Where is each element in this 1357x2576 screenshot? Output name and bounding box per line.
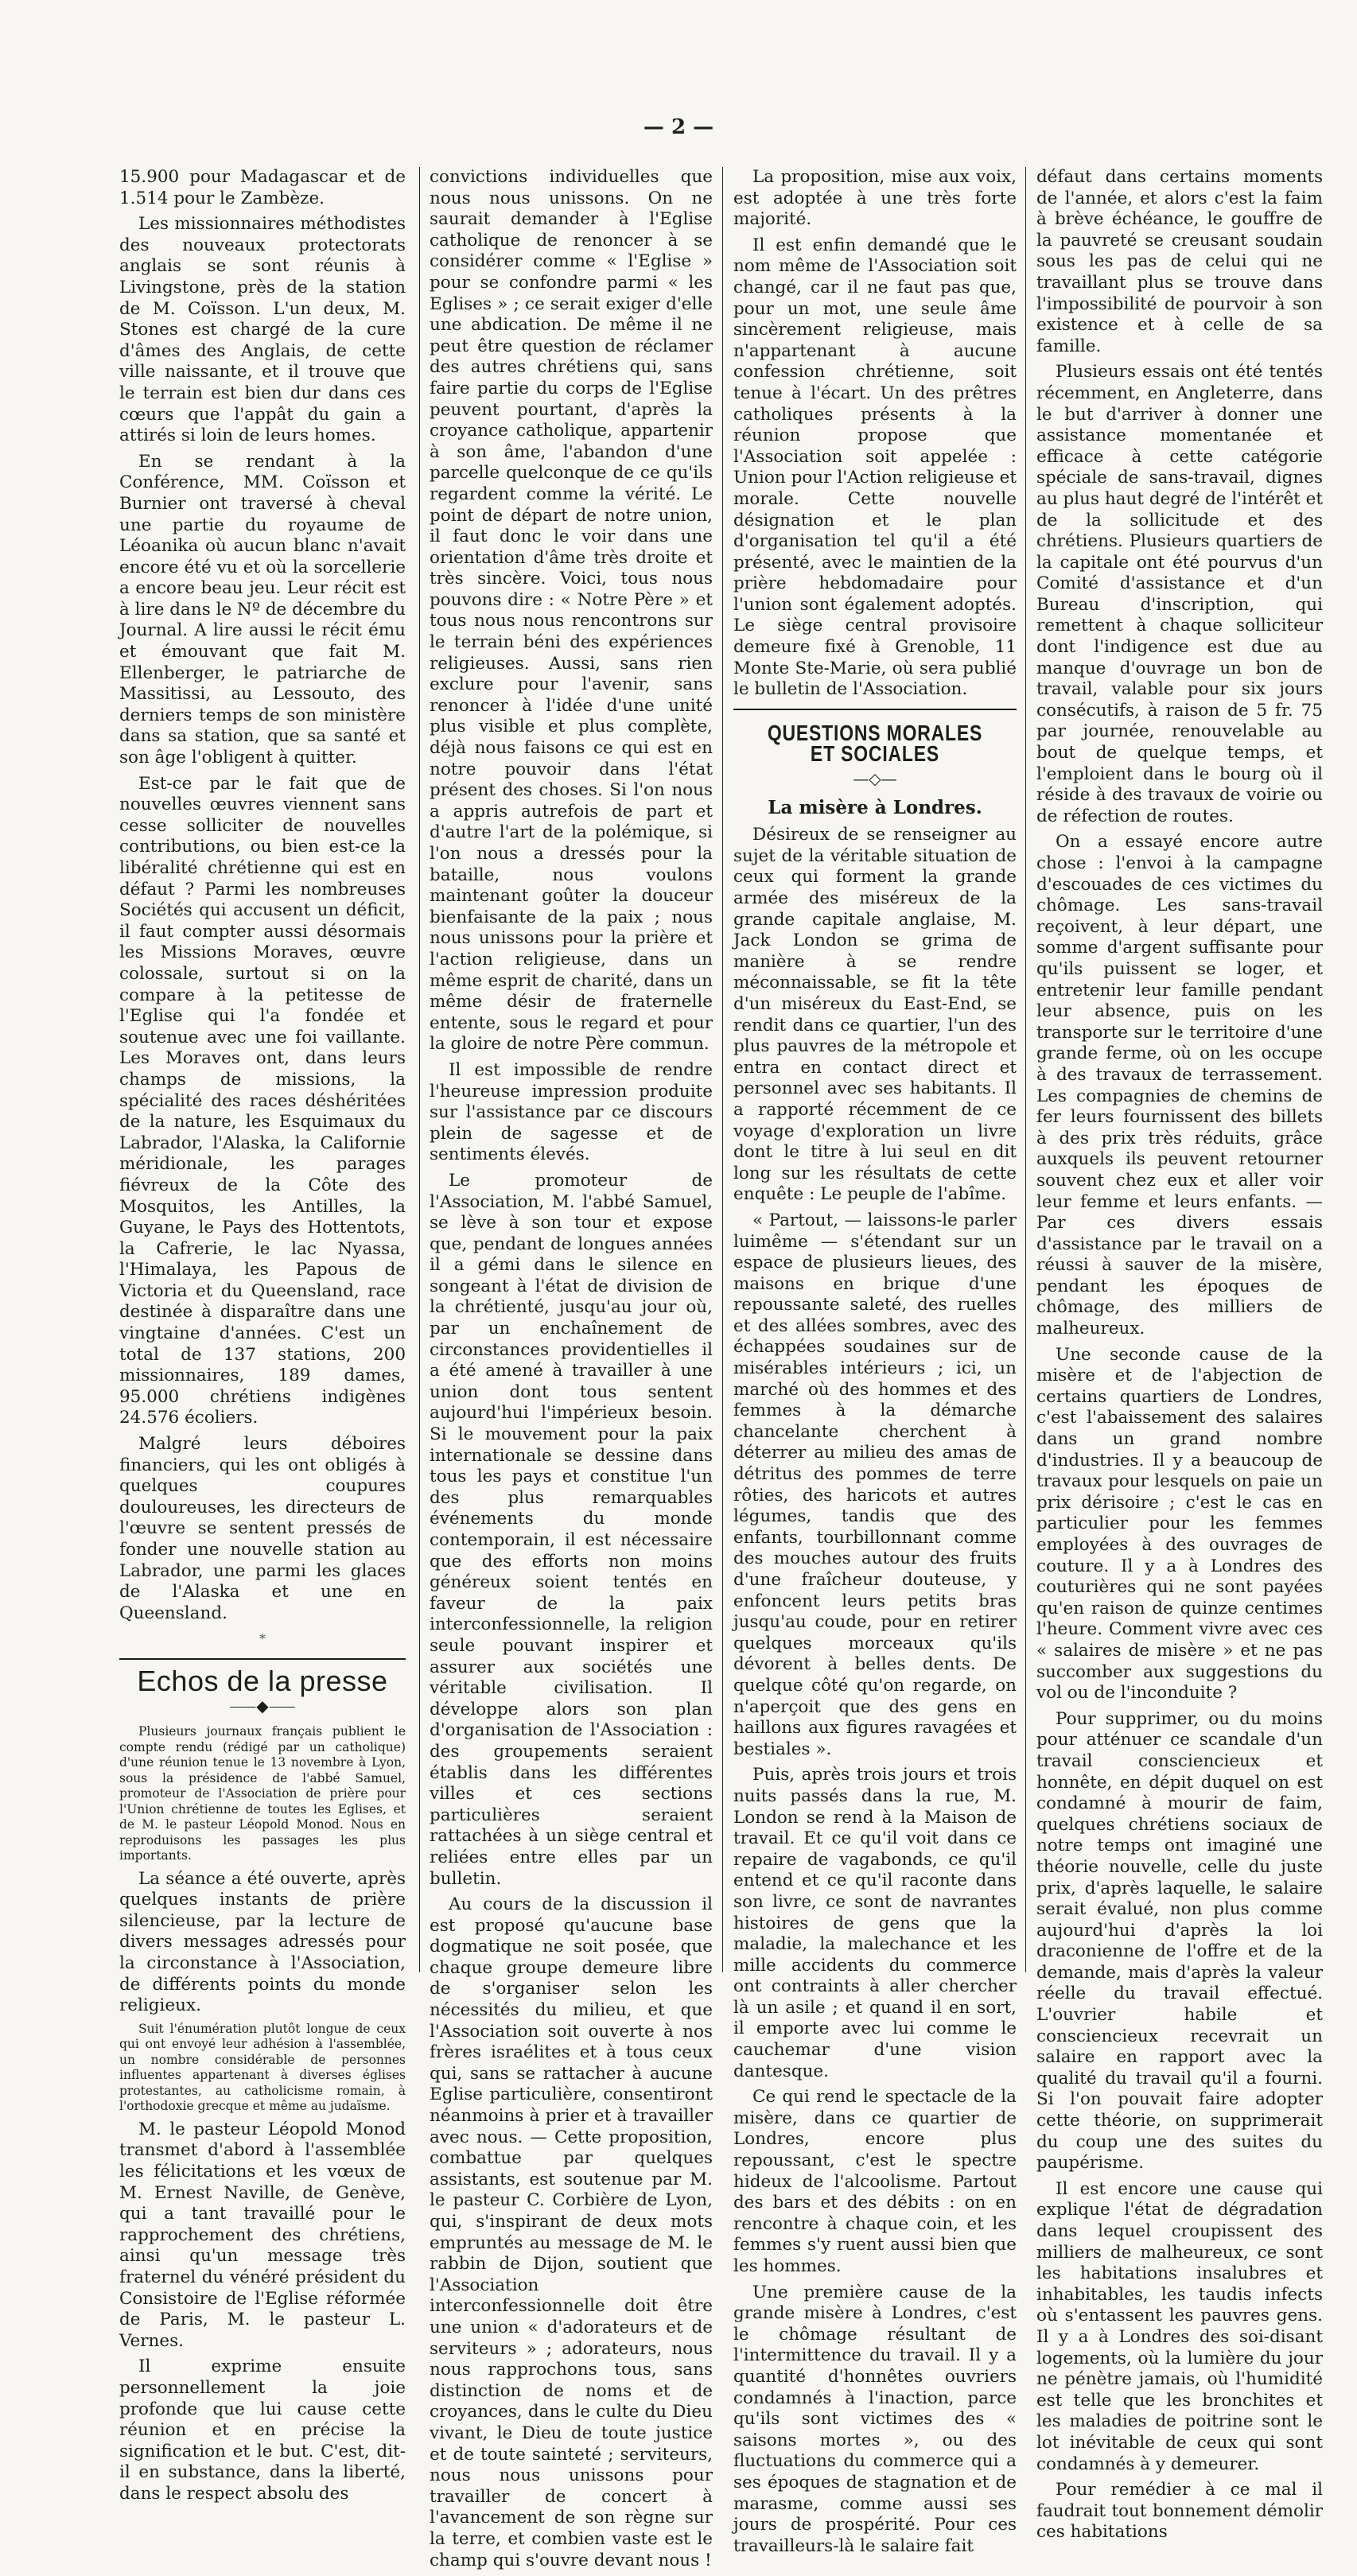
section-rule xyxy=(733,709,1017,710)
paragraph: En se rendant à la Conférence, MM. Coïsson et Burnier ont traversé à cheval une partie du royaume de Léoanika où aucun blanc n'avait encore été vu et où la sorcellerie a encore beau jeu. Leur récit est à lire dans le Nº de décembre du Journal. A lire aussi le récit ému et émouvant que fait M. Ellenberger, le patriarche de Massitissi, au Lessouto, des derniers temps de son ministère dans sa station, que sa santé et son âge l'obligent à quitter. xyxy=(119,451,406,768)
paragraph: défaut dans certains moments de l'année, et alors c'est la faim à brève échéance, le gouffre de la pauvreté se creusant soudain sous les pas de celui qui ne travaillant plus se trouve dans l'impossibilité de pourvoir à son existence et à celle de sa famille. xyxy=(1036,167,1323,356)
intro-note: Plusieurs journaux français publient le compte rendu (rédigé par un catholique) d'une réunion tenue le 13 novembre à Lyon, sous la présidence de l'abbé Samuel, promoteur de l'Association de prière pour l'Union chrétienne de toutes les Eglises, et de M. le pasteur Léopold Monod. Nous en reproduisons les passages les plus importants. xyxy=(119,1724,406,1863)
ornament-divider: —◇— xyxy=(853,769,897,789)
paragraph: Il est enfin demandé que le nom même de l'Association soit changé, car il ne faut pas que, pour un mot, une seule âme sincèrement religieuse, mais n'appartenant à aucune confession chrétienne, soit tenue à l'écart. Un des prêtres catholiques présents à la réunion propose que l'Association soit appelée : Union pour l'Action religieuse et morale. Cette nouvelle désignation et le plan d'organisation tel qu'il a été présenté, avec le maintien de la prière hebdomadaire pour l'union sont également adoptés. Le siège central provisoire demeure fixé à Grenoble, 11 Monte Ste-Marie, où sera publié le bulletin de l'Association. xyxy=(733,235,1017,700)
column-rule-3 xyxy=(1025,167,1026,1972)
column-3 xyxy=(733,167,1017,2562)
paragraph: Plusieurs essais ont été tentés récemment, en Angleterre, dans le but d'arriver à donner une assistance momentanée et efficace à cette catégorie spéciale de sans-travail, dignes au plus haut degré de l'intérêt et de la sollicitude et des chrétiens. Plusieurs quartiers de la capitale ont été pourvus d'un Comité d'assistance et d'un Bureau d'inscription, qui remettent à chaque solliciteur dont l'indigence est due au manque d'ouvrage un bon de travail, valable pour six jours consécutifs, à raison de 5 fr. 75 par journée, renouvelable au bout de quelque temps, et l'emploient dans le bourg où il réside à des travaux de voirie ou de réfection de routes. xyxy=(1036,362,1323,826)
paragraph: Pour supprimer, ou du moins pour atténuer ce scandale d'un travail consciencieux et honnête, en dépit duquel on est condamné à mourir de faim, quelques chrétiens sociaux de notre temps ont imaginé une théorie nouvelle, celle du juste prix, d'après laquelle, le salaire serait évalué, non plus comme aujourd'hui d'après la loi draconienne de l'offre et de la demande, mais d'après la valeur réelle du travail effectué. L'ouvrier habile et consciencieux recevrait un salaire en rapport avec la qualité du travail qu'il a fourni. Si l'on pouvait faire adopter cette théorie, on supprimerait du coup une des suites du paupérisme. xyxy=(1036,1708,1323,2174)
asterisk-separator: * xyxy=(259,1631,266,1647)
section-rule xyxy=(119,1658,406,1660)
ornament-divider: ⸺◆⸺ xyxy=(229,1696,296,1715)
paragraph: On a essayé encore autre chose : l'envoi à la campagne d'escouades de ces victimes du chômage. Les sans-travail reçoivent, à leur départ, une somme d'argent suffisante pour qu'ils puissent se loger, et entretenir leur famille pendant leur absence, puis on les transporte sur le territoire d'une grande ferme, où on les occupe à des travaux de terrassement. Les compagnies de chemins de fer leurs fournissent des billets à des prix très réduits, grâce auxquels ils peuvent retourner souvent chez eux et aller voir leur femme et leurs enfants. — Par ces divers essais d'assistance par le travail on a réussi à sauver de la misère, pendant les époques de chômage, des milliers de malheureux. xyxy=(1036,832,1323,1339)
paragraph: Au cours de la discussion il est proposé qu'aucune base dogmatique ne soit posée, que chaque groupe demeure libre de s'organiser selon les nécessités du milieu, et que l'Association soit ouverte à nos frères israélites et à tous ceux qui, sans se rattacher à aucune Eglise particulière, consentiront néanmoins à prier et à travailler avec nous. — Cette proposition, combattue par quelques assistants, est soutenue par M. le pasteur C. Corbière de Lyon, qui, s'inspirant de deux mots empruntés au message de M. le rabbin de Dijon, soutient que l'Association interconfessionnelle doit être une union « d'adorateurs et de serviteurs » ; adorateurs, nous nous rapprochons tous, sans distinction de noms et de croyances, dans le culte du Dieu vivant, le Dieu de toute justice et de toute sainteté ; serviteurs, nous nous unissons pour travailler de concert à l'avancement de son règne sur la terre, et combien vaste est le champ qui s'ouvre devant nous ! xyxy=(430,1894,713,2570)
paragraph: Ce qui rend le spectacle de la misère, dans ce quartier de Londres, encore plus repoussant, c'est le spectre hideux de l'alcoolisme. Partout des bars et des débits : on en rencontre à chaque coin, et les femmes s'y ruent aussi bien que les hommes. xyxy=(733,2087,1017,2276)
paragraph: M. le pasteur Léopold Monod transmet d'abord à l'assemblée les félicitations et les vœux de M. Ernest Naville, de Genève, qui a tant travaillé pour le rapprochement des chrétiens, ainsi qu'un message très fraternel du vénéré président du Consistoire de l'Eglise réformée de Paris, M. le pasteur L. Vernes. xyxy=(119,2119,406,2351)
paragraph: La séance a été ouverte, après quelques instants de prière silencieuse, par la lecture de divers messages adressés pour la circonstance à l'Association, de différents points du monde religieux. xyxy=(119,1868,406,2016)
paragraph: Malgré leurs déboires financiers, qui les ont obligés à quelques coupures douloureuses, les directeurs de l'œuvre se sentent pressés de fonder une nouvelle station au Labrador, une parmi les glaces de l'Alaska et une en Queensland. xyxy=(119,1434,406,1623)
paragraph: 15.900 pour Madagascar et de 1.514 pour le Zambèze. xyxy=(119,167,406,208)
paragraph: « Partout, — laissons-le parler luimême — s'étendant sur un espace de plusieurs lieues, des maisons en brique d'une repoussante saleté, des ruelles et des allées sombres, avec des échappées soudaines sur de misérables intérieurs ; ici, un marché où des hommes et des femmes à la démarche chancelante cherchent à déterrer au milieu des amas de détritus des pommes de terre rôties, des haricots et autres légumes, tandis que des enfants, tourbillonnant comme des mouches autour des fruits d'une fraîcheur douteuse, y enfoncent leurs petits bras jusqu'au coude, pour en retirer quelques morceaux qu'ils dévorent à belles dents. De quelque côté qu'on regarde, on n'aperçoit que des gens en haillons aux figures ravagées et bestiales ». xyxy=(733,1210,1017,1759)
paragraph: Une première cause de la grande misère à Londres, c'est le chômage résultant de l'intermittence du travail. Il y a quantité d'honnêtes ouvriers condamnés à l'inaction, parce qu'ils sont victimes des « saisons mortes », ou des fluctuations du commerce qui a ses époques de stagnation et de marasme, comme aussi ses jours de prospérité. Pour ces travailleurs-là le salaire fait xyxy=(733,2282,1017,2556)
column-rule-2 xyxy=(722,167,723,1972)
page-number: — 2 — xyxy=(643,115,714,139)
paragraph: Pour remédier à ce mal il faudrait tout bonnement démolir ces habitations xyxy=(1036,2480,1323,2543)
paragraph: Désireux de se renseigner au sujet de la véritable situation de ceux qui forment la grande armée des miséreux de la grande capitale anglaise, M. Jack London se grima de manière à se rendre méconnaissable, se fit la tête d'un miséreux du East-End, se rendit dans ce quartier, l'un des plus pauvres de la métropole et entra en contact direct et personnel avec ses habitants. Il a rapporté récemment de ce voyage d'exploration un livre dont le titre à lui seul en dit long sur les résultats de cette enquête : Le peuple de l'abîme. xyxy=(733,825,1017,1205)
editor-note: Suit l'énumération plutôt longue de ceux qui ont envoyé leur adhésion à l'assemblée, un nombre considérable de personnes influentes appartenant à diverses églises protestantes, au catholicisme romain, à l'orthodoxie grecque et même au judaïsme. xyxy=(119,2021,406,2114)
paragraph: La proposition, mise aux voix, est adoptée à une très forte majorité. xyxy=(733,167,1017,230)
column-1 xyxy=(119,167,406,2510)
paragraph: Une seconde cause de la misère et de l'abjection de certains quartiers de Londres, c'est l'abaissement des salaires dans un grand nombre d'industries. Il y a beaucoup de travaux pour lesquels on paie un prix dérisoire ; c'est le cas en particulier pour les femmes employées à des ouvrages de couture. Il y a à Londres des couturières qui ne sont payées qu'en raison de quinze centimes l'heure. Comment vivre avec ces « salaires de misère » et ne pas succomber aux suggestions du vol ou de l'inconduite ? xyxy=(1036,1344,1323,1704)
section-title-questions: QUESTIONS MORALES ET SOCIALES xyxy=(767,720,983,767)
paragraph: Il est impossible de rendre l'heureuse impression produite sur l'assistance par ce discours plein de sagesse et de sentiments élevés. xyxy=(430,1059,713,1165)
paragraph: Est-ce par le fait que de nouvelles œuvres viennent sans cesse solliciter de nouvelles contributions, ou bien est-ce la libéralité chrétienne qui est en défaut ? Parmi les nombreuses Sociétés qui accusent un déficit, il faut compter aussi désormais les Missions Moraves, œuvre colossale, surtout si on la compare à la petitesse de l'Eglise qui l'a fondée et soutenue avec une foi vaillante. Les Moraves ont, dans leurs champs de missions, la spécialité des races déshéritées de la nature, les Esquimaux du Labrador, l'Alaska, la Californie méridionale, les parages fiévreux de la Côte des Mosquitos, les Antilles, la Guyane, le Pays des Hottentots, la Cafrerie, le lac Nyassa, l'Himalaya, les Papous de Victoria et du Queensland, race destinée à disparaître dans une vingtaine d'années. C'est un total de 137 stations, 200 missionnaires, 189 dames, 95.000 chrétiens indigènes 24.576 écoliers. xyxy=(119,773,406,1428)
paragraph: Il est encore une cause qui explique l'état de dégradation dans lequel croupissent des milliers de malheureux, ce sont les habitations insalubres et inhabitables, les taudis infects où s'entassent les pauvres gens. Il y a à Londres des soi-disant logements, où la lumière du jour ne pénètre jamais, où l'humidité est telle que les bronchites et les maladies de poitrine sont le lot inévitable de ceux qui sont condamnés à y demeurer. xyxy=(1036,2178,1323,2474)
column-4 xyxy=(1036,167,1323,2548)
column-2 xyxy=(430,167,713,2576)
section-title-echos: Echos de la presse xyxy=(137,1664,388,1697)
paragraph: Puis, après trois jours et trois nuits passés dans la rue, M. London se rend à la Maison de travail. Et ce qu'il voit dans ce repaire de vagabonds, ce qu'il entend et ce qu'il raconte dans son livre, ce sont de navrantes histoires de gens que la maladie, la malechance et les mille accidents du commerce ont contraints à aller chercher là un asile ; et quand il en sort, il emporte avec lui comme le cauchemar d'une vision dantesque. xyxy=(733,1765,1017,2081)
paragraph: Le promoteur de l'Association, M. l'abbé Samuel, se lève à son tour et expose que, pendant de longues années il a gémi dans le silence en songeant à l'état de division de la chrétienté, jusqu'au jour où, par un enchaînement de circonstances providentielles il a été amené à travailler à une union dont tous sentent aujourd'hui l'impérieux besoin. Si le mouvement pour la paix internationale se dessine dans tous les pays et constitue l'un des plus remarquables événements du monde contemporain, il est nécessaire que des efforts non moins généreux soient tentés en faveur de la paix interconfessionnelle, la religion seule pouvant inspirer et assurer aux sociétés une véritable civilisation. Il développe alors son plan d'organisation de l'Association : des groupements seraient établis dans les différentes villes et ces sections particulières seraient rattachées à un siège central et reliées entre elles par un bulletin. xyxy=(430,1170,713,1889)
paragraph: Il exprime ensuite personnellement la joie profonde que lui cause cette réunion et en précise la signification et le but. C'est, dit-il en substance, dans la liberté, dans le respect absolu des xyxy=(119,2356,406,2504)
column-rule-1 xyxy=(419,167,420,1972)
article-title: La misère à Londres. xyxy=(768,796,982,818)
paragraph: convictions individuelles que nous nous unissons. On ne saurait demander à l'Eglise catholique de renoncer à se considérer comme « l'Eglise » pour se confondre parmi « les Eglises » ; ce serait exiger d'elle une abdication. De même il ne peut être question de réclamer des autres chrétiens qui, sans faire partie du corps de l'Eglise peuvent pourtant, d'après la croyance catholique, appartenir à son âme, l'abandon d'une parcelle quelconque de ce qu'ils regardent comme la vérité. Le point de départ de notre union, il faut donc le voir dans une orientation d'âme très droite et très sincère. Voici, tous nous pouvons dire : « Notre Père » et tous nous nous rencontrons sur le terrain béni des expériences religieuses. Aussi, sans rien exclure pour l'avenir, sans renoncer à l'idée d'une unité plus visible et plus complète, déjà nous faisons ce qui est en notre pouvoir dans l'état présent des choses. Si l'on nous a appris autrefois de part et d'autre l'art de la polémique, si l'on nous a dressés pour la bataille, nous voulons maintenant goûter la douceur bienfaisante de la paix ; nous nous unissons pour la prière et l'action religieuse, dans un même esprit de charité, dans un même désir de fraternelle entente, sous le regard et pour la gloire de notre Père commun. xyxy=(430,167,713,1055)
paragraph: Les missionnaires méthodistes des nouveaux protectorats anglais se sont réunis à Livingstone, près de la station de M. Coïsson. L'un deux, M. Stones est chargé de la cure d'âmes des Anglais, de cette ville naissante, et il trouve que le terrain est bien dur dans ces cœurs que l'appât du gain a attirés si loin de leurs homes. xyxy=(119,214,406,446)
